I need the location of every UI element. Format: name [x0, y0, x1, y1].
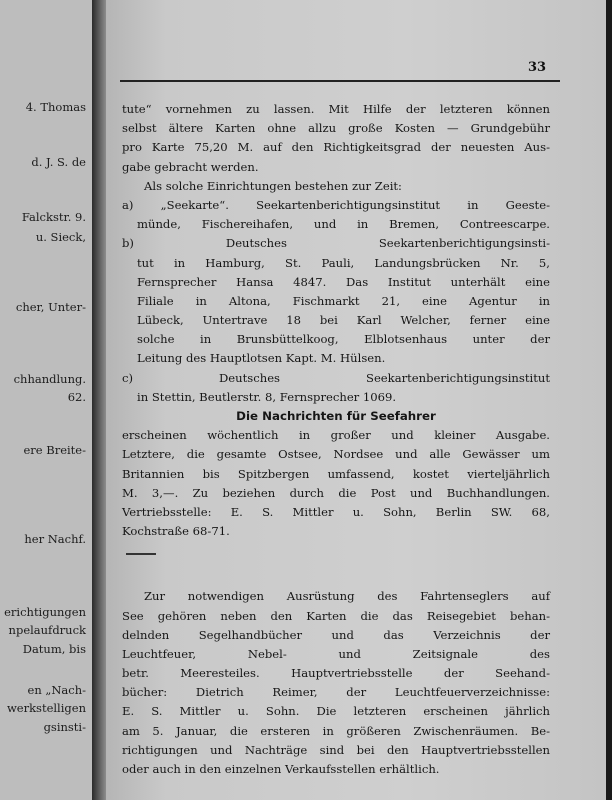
text-line: pro Karte 75,20 M. auf den Richtigkeitsgrad der neuesten Aus-	[122, 140, 550, 155]
header-rule	[120, 80, 560, 82]
left-page-line: Falckstr. 9.	[21, 210, 86, 224]
left-page-line: chhandlung.	[13, 372, 86, 386]
text-line: erscheinen wöchentlich in großer und kleiner Ausgabe.	[122, 428, 550, 443]
left-page-line: cher, Unter-	[15, 300, 86, 314]
text-line: gabe gebracht werden.	[122, 159, 259, 174]
left-page-line: en „Nach-	[27, 683, 86, 697]
text-line: delnden Segelhandbücher und das Verzeichnis der	[122, 627, 550, 642]
text-line: Leuchtfeuer, Nebel- und Zeitsignale des	[122, 646, 550, 661]
left-page-line: werkstelligen	[6, 701, 86, 715]
text-line: c) Deutsches Seekartenberichtigungsinstitut	[122, 370, 550, 385]
left-page-line: erichtigungen	[4, 605, 86, 619]
left-page-line: ere Breite-	[23, 443, 86, 457]
left-page-fragment	[0, 0, 92, 800]
text-line: richtigungen und Nachträge sind bei den Hauptvertriebsstellen	[122, 742, 550, 757]
text-line: in Stettin, Beutlerstr. 8, Fernsprecher 1069.	[137, 389, 397, 404]
text-line: Lübeck, Untertrave 18 bei Karl Welcher, ferner eine	[137, 313, 550, 328]
text-line: Filiale in Altona, Fischmarkt 21, eine Agentur in	[137, 293, 550, 308]
text-line: oder auch in den einzelnen Verkaufsstellen erhältlich.	[122, 762, 440, 776]
text-line: Britannien bis Spitzbergen umfassend, kostet vierteljährlich	[122, 466, 550, 481]
text-line: Kochstraße 68-71.	[122, 524, 230, 539]
text-line: tut in Hamburg, St. Pauli, Landungsbrücken Nr. 5,	[137, 255, 550, 270]
left-page-line: u. Sieck,	[35, 230, 86, 244]
text-line: selbst ältere Karten ohne allzu große Kosten — Grundgebühr	[122, 121, 550, 136]
text-line: tute“ vornehmen zu lassen. Mit Hilfe der letzteren können	[122, 102, 550, 116]
left-page-line: d. J. S. de	[31, 155, 86, 169]
text-line: am 5. Januar, die ersteren in größeren Zwischenräumen. Be-	[122, 723, 550, 738]
text-line: Leitung des Hauptlotsen Kapt. M. Hülsen.	[137, 351, 386, 366]
text-line: betr. Meeresteiles. Hauptvertriebsstelle der Seehand-	[122, 666, 550, 681]
divider-line	[126, 553, 156, 555]
left-page-line: gsinsti-	[43, 720, 86, 734]
section-divider	[122, 541, 550, 567]
text-line: a) „Seekarte“. Seekartenberichtigungsinstitut in Geeste-	[122, 197, 550, 212]
text-line: M. 3,—. Zu beziehen durch die Post und Buchhandlungen.	[122, 485, 550, 500]
text-line: solche in Brunsbüttelkoog, Elblotsenhaus unter der	[137, 332, 550, 347]
page-body-text	[122, 100, 550, 779]
right-page	[106, 0, 606, 800]
text-line: Vertriebsstelle: E. S. Mittler u. Sohn, Berlin SW. 68,	[122, 504, 550, 519]
text-line: Als solche Einrichtungen bestehen zur Zeit:	[144, 178, 402, 193]
left-page-line: 62.	[67, 390, 86, 404]
left-page-line: 4. Thomas	[25, 100, 86, 114]
text-line: Letztere, die gesamte Ostsee, Nordsee und alle Gewässer um	[122, 447, 550, 462]
text-line: Fernsprecher Hansa 4847. Das Institut unterhält eine	[137, 274, 550, 289]
text-line: b) Deutsches Seekartenberichtigungsinsti-	[122, 236, 550, 251]
left-page-line: Datum, bis	[22, 642, 86, 656]
page-number: 33	[528, 60, 547, 75]
text-line: münde, Fischereihafen, und in Bremen, Contreescarpe.	[137, 217, 550, 232]
text-line: bücher: Dietrich Reimer, der Leuchtfeuerverzeichnisse:	[122, 685, 550, 700]
left-page-line: her Nachf.	[24, 532, 86, 546]
left-page-line: npelaufdruck	[8, 623, 86, 637]
section-heading: Die Nachrichten für Seefahrer	[236, 409, 436, 423]
text-line: See gehören neben den Karten die das Reisegebiet behan-	[122, 608, 550, 623]
paragraph-gap	[122, 567, 550, 587]
text-line: E. S. Mittler u. Sohn. Die letzteren erscheinen jährlich	[122, 704, 550, 719]
text-line: Zur notwendigen Ausrüstung des Fahrtenseglers auf	[144, 589, 550, 604]
